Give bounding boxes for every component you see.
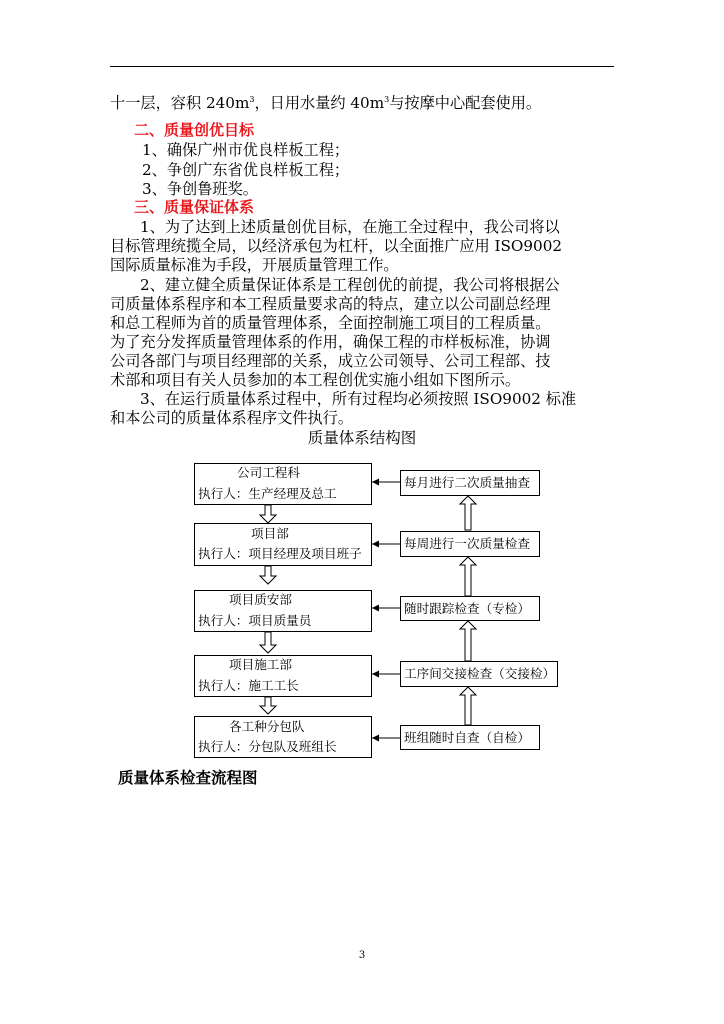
section-2-item: 1、确保广州市优良样板工程；	[142, 141, 350, 159]
box-title: 项目部	[251, 526, 289, 541]
project-department-box	[194, 523, 372, 566]
body-line-1: 十一层，容积 $240m^3$，日用水量约 $40m^3$与按摩中心配套使用。	[110, 94, 542, 112]
box-title: 项目施工部	[229, 657, 292, 672]
paragraph-2-line: 公司各部门与项目经理部的关系，成立公司领导、公司工程部、技	[110, 352, 551, 370]
paragraph-3-line: 和本公司的质量体系程序文件执行。	[110, 409, 353, 427]
paragraph-1-line: 1、为了达到上述质量创优目标，在施工全过程中，我公司将以	[140, 218, 560, 236]
box-executor: 执行人：分包队及班组长	[198, 739, 337, 754]
weekly-check-box: 每周进行一次质量检查	[400, 531, 540, 557]
self-check-box: 班组随时自查（自检）	[400, 725, 540, 750]
quality-safety-box	[194, 590, 372, 632]
box-executor: 执行人：施工工长	[198, 678, 299, 693]
paragraph-2-line: 为了充分发挥质量管理体系的作用，确保工程的市样板标准，协调	[110, 333, 551, 351]
section-3-heading: 三、质量保证体系	[134, 198, 255, 216]
diagram-title: 质量体系结构图	[307, 429, 417, 447]
section-2-heading: 二、质量创优目标	[134, 121, 255, 139]
paragraph-2-line: 和总工程师为首的质量管理体系，全面控制施工项目的工程质量。	[110, 314, 551, 332]
paragraph-2-line: 2、建立健全质量保证体系是工程创优的前提，我公司将根据公	[140, 276, 560, 294]
paragraph-1-line: 国际质量标准为手段，开展质量管理工作。	[110, 256, 399, 274]
construction-department-box	[194, 655, 372, 697]
box-title: 各工种分包队	[229, 719, 305, 734]
tracking-check-box: 随时跟踪检查（专检）	[400, 596, 540, 621]
paragraph-2-line: 术部和项目有关人员参加的本工程创优实施小组如下图所示。	[110, 371, 521, 389]
monthly-check-box: 每月进行二次质量抽查	[400, 470, 540, 496]
box-title: 公司工程科	[237, 465, 300, 480]
subcontractor-box	[194, 716, 372, 758]
company-engineering-box	[194, 463, 372, 505]
section-2-item: 2、争创广东省优良样板工程；	[142, 161, 350, 179]
paragraph-3-line: 3、在运行质量体系过程中，所有过程均必须按照 ISO9002 标准	[140, 390, 577, 408]
paragraph-1-line: 目标管理统揽全局，以经济承包为杠杆，以全面推广应用 ISO9002	[110, 237, 563, 255]
paragraph-2-line: 司质量体系程序和本工程质量要求高的特点，建立以公司副总经理	[110, 295, 551, 313]
box-executor: 执行人：生产经理及总工	[198, 486, 337, 501]
section-2-item: 3、争创鲁班奖。	[142, 180, 258, 198]
handover-check-box: 工序间交接检查（交接检）	[400, 661, 558, 687]
box-executor: 执行人：项目质量员	[198, 613, 312, 628]
flow-chart-title: 质量体系检查流程图	[118, 769, 258, 787]
box-title: 项目质安部	[229, 592, 292, 607]
box-executor: 执行人：项目经理及项目班子	[198, 546, 362, 561]
page-number: 3	[358, 950, 366, 961]
